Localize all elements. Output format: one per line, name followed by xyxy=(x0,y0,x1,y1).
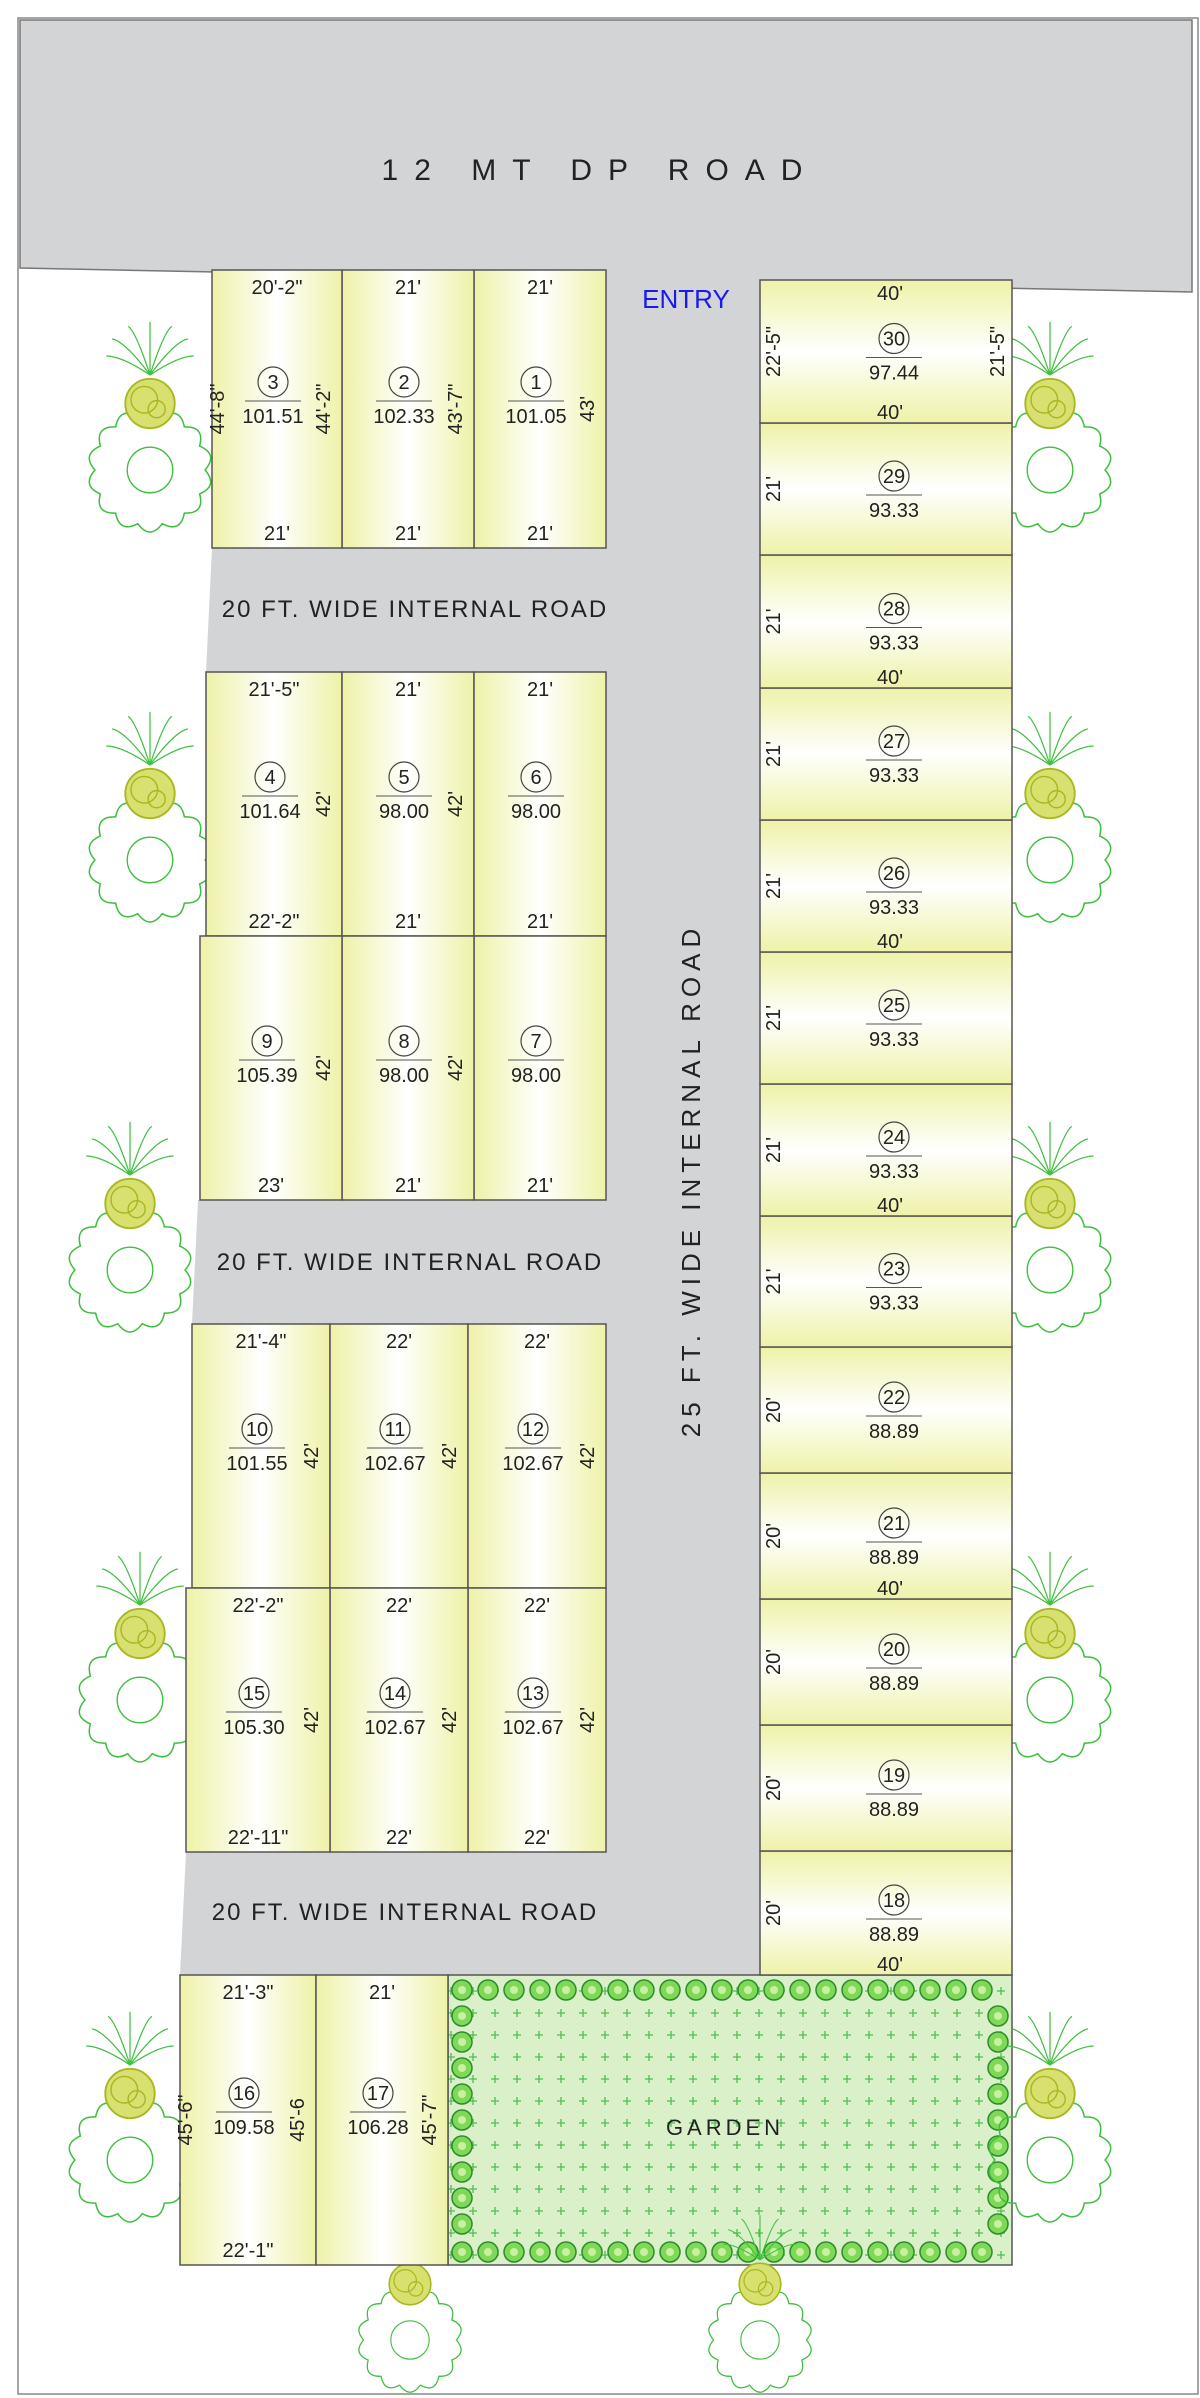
plot-area: 102.67 xyxy=(364,1453,426,1475)
plot-number: 2 xyxy=(398,372,410,394)
plot-side-dimension: 43' xyxy=(577,395,599,423)
hedge-shrub-icon xyxy=(452,2242,472,2262)
plot-3[interactable] xyxy=(207,270,342,548)
hedge-shrub-icon xyxy=(478,2242,498,2262)
hedge-shrub-icon xyxy=(504,2242,524,2262)
hedge-shrub-icon xyxy=(660,1980,680,2000)
plot-bottom-dimension: 40' xyxy=(876,667,904,689)
plot-area: 93.33 xyxy=(868,632,920,655)
plot-number: 6 xyxy=(530,767,542,789)
plot-side-dimension: 21' xyxy=(763,1268,785,1295)
hedge-shrub-icon xyxy=(816,1980,836,2000)
plot-bottom-dimension: 23' xyxy=(257,1175,285,1197)
plot-side-dimension: 42' xyxy=(577,1706,599,1734)
internal-road-label-vertical: 25 FT. WIDE INTERNAL ROAD xyxy=(676,922,706,1438)
hedge-shrub-icon xyxy=(842,2242,862,2262)
plot-top-dimension: 22'-2" xyxy=(232,1595,284,1617)
hedge-shrub-icon xyxy=(988,2006,1008,2026)
plot-number: 19 xyxy=(882,1765,906,1787)
hedge-shrub-icon xyxy=(868,1980,888,2000)
plot-area: 101.64 xyxy=(239,801,301,823)
plot-top-dimension: 21'-4" xyxy=(235,1331,287,1353)
plot-area: 93.33 xyxy=(868,897,920,919)
hedge-shrub-icon xyxy=(972,2242,992,2262)
tree-icon xyxy=(69,1122,190,1332)
plot-area: 105.39 xyxy=(236,1065,298,1087)
plot-number: 20 xyxy=(882,1639,906,1661)
tree-icon xyxy=(69,2012,190,2222)
plot-area: 88.89 xyxy=(868,1799,920,1821)
plot-21[interactable] xyxy=(760,1473,1012,1600)
plot-7[interactable] xyxy=(474,936,606,1200)
plot-number: 27 xyxy=(882,731,906,753)
plot-number: 29 xyxy=(882,466,906,488)
hedge-shrub-icon xyxy=(946,2242,966,2262)
plot-bottom-dimension: 21' xyxy=(526,523,554,545)
hedge-shrub-icon xyxy=(790,2242,810,2262)
plot-side-dimension: 42' xyxy=(313,790,335,818)
hedge-shrub-icon xyxy=(920,1980,940,2000)
plot-area: 101.51 xyxy=(242,406,304,428)
hedge-shrub-icon xyxy=(452,2188,472,2208)
tree-icon xyxy=(89,712,210,922)
plot-bottom-dimension: 21' xyxy=(526,911,554,933)
internal-road-label-bottom: 20 FT. WIDE INTERNAL ROAD xyxy=(211,1899,599,1926)
plot-top-dimension: 21' xyxy=(394,277,422,299)
plot-number: 13 xyxy=(521,1683,545,1705)
plot-area: 102.67 xyxy=(364,1717,426,1739)
plot-17[interactable] xyxy=(316,1975,448,2265)
hedge-shrub-icon xyxy=(868,2242,888,2262)
plot-side-dimension: 21' xyxy=(763,872,785,900)
plot-bottom-dimension: 22' xyxy=(385,1827,413,1849)
hedge-shrub-icon xyxy=(504,1980,524,2000)
plot-number: 26 xyxy=(882,863,906,885)
plot-side-dimension-2: 45'-6" xyxy=(175,2094,197,2146)
plot-area: 88.89 xyxy=(868,1673,920,1695)
hedge-shrub-icon xyxy=(920,2242,940,2262)
hedge-shrub-icon xyxy=(452,2058,472,2078)
tree-icon xyxy=(79,1552,200,1762)
plot-13[interactable] xyxy=(468,1588,606,1852)
hedge-shrub-icon xyxy=(530,2242,550,2262)
plot-area: 97.44 xyxy=(868,362,920,385)
plot-area: 105.30 xyxy=(223,1717,285,1739)
internal-road-label-middle: 20 FT. WIDE INTERNAL ROAD xyxy=(216,1249,604,1276)
plot-side-dimension: 42' xyxy=(439,1442,461,1470)
plot-side-dimension: 42' xyxy=(577,1442,599,1470)
plot-22[interactable] xyxy=(760,1347,1012,1473)
plot-6[interactable] xyxy=(474,672,606,936)
entry-label: ENTRY xyxy=(642,284,730,314)
plot-number: 8 xyxy=(398,1031,410,1053)
hedge-shrub-icon xyxy=(452,2136,472,2156)
plot-23[interactable] xyxy=(760,1216,1012,1347)
plot-bottom-dimension: 21' xyxy=(263,523,291,545)
hedge-shrub-icon xyxy=(738,1980,758,2000)
hedge-shrub-icon xyxy=(988,2188,1008,2208)
plot-side-dimension: 42' xyxy=(445,790,467,818)
plot-bottom-dimension: 40' xyxy=(876,1578,904,1600)
plot-bottom-dimension: 21' xyxy=(394,911,422,933)
hedge-shrub-icon xyxy=(452,2032,472,2052)
hedge-shrub-icon xyxy=(764,1980,784,2000)
hedge-shrub-icon xyxy=(452,2214,472,2234)
hedge-shrub-icon xyxy=(556,1980,576,2000)
hedge-shrub-icon xyxy=(608,2242,628,2262)
hedge-shrub-icon xyxy=(634,2242,654,2262)
hedge-shrub-icon xyxy=(478,1980,498,2000)
plot-10[interactable] xyxy=(192,1324,330,1588)
plot-28[interactable] xyxy=(760,555,1012,689)
plot-side-dimension: 42' xyxy=(313,1054,335,1082)
plot-side-dimension: 45'-7" xyxy=(419,2094,441,2146)
main-road-label: 12 MT DP ROAD xyxy=(381,154,819,187)
plot-bottom-dimension: 21' xyxy=(526,1175,554,1197)
hedge-shrub-icon xyxy=(816,2242,836,2262)
plot-area: 102.67 xyxy=(502,1717,564,1739)
plot-9[interactable] xyxy=(200,936,342,1200)
plot-top-dimension: 22' xyxy=(523,1331,551,1353)
plot-side-dimension: 21' xyxy=(763,1004,785,1032)
plot-number: 15 xyxy=(242,1683,266,1705)
hedge-shrub-icon xyxy=(634,1980,654,2000)
plot-bottom-dimension: 22' xyxy=(523,1827,551,1849)
plot-16[interactable] xyxy=(175,1975,316,2265)
plot-number: 4 xyxy=(264,767,276,789)
plot-side-dimension: 21' xyxy=(763,608,785,635)
hedge-shrub-icon xyxy=(946,1980,966,2000)
plot-side-dimension: 22'-5" xyxy=(763,326,785,377)
hedge-shrub-icon xyxy=(972,1980,992,2000)
plot-number: 18 xyxy=(882,1890,906,1912)
plot-26[interactable] xyxy=(760,820,1012,953)
hedge-shrub-icon xyxy=(608,1980,628,2000)
plot-30[interactable] xyxy=(760,280,1012,424)
plot-number: 16 xyxy=(232,2083,256,2105)
plot-side-dimension: 45'-6 xyxy=(287,2098,309,2142)
plot-area: 93.33 xyxy=(868,500,920,522)
plot-11[interactable] xyxy=(330,1324,468,1588)
plot-area: 88.89 xyxy=(868,1547,920,1569)
plot-side-dimension: 20' xyxy=(763,1774,785,1802)
plot-24[interactable] xyxy=(760,1084,1012,1217)
plot-bottom-dimension: 21' xyxy=(394,523,422,545)
hedge-shrub-icon xyxy=(660,2242,680,2262)
plot-number: 14 xyxy=(383,1683,407,1705)
plot-side-dimension: 42' xyxy=(445,1054,467,1082)
plot-bottom-dimension: 40' xyxy=(876,402,904,424)
hedge-shrub-icon xyxy=(452,2162,472,2182)
plot-side-dimension: 42' xyxy=(301,1442,323,1470)
plot-top-dimension: 20'-2" xyxy=(251,277,303,299)
plot-27[interactable] xyxy=(760,688,1012,820)
plot-number: 5 xyxy=(398,767,410,789)
plot-bottom-dimension: 21' xyxy=(394,1175,422,1197)
plot-number: 3 xyxy=(267,372,279,394)
tree-icon xyxy=(89,322,210,532)
hedge-shrub-icon xyxy=(452,2084,472,2104)
plot-area: 102.33 xyxy=(373,406,435,428)
hedge-shrub-icon xyxy=(712,1980,732,2000)
plot-8[interactable] xyxy=(342,936,474,1200)
hedge-shrub-icon xyxy=(452,2006,472,2026)
plot-side-dimension-2: 44'-8" xyxy=(207,383,229,435)
plot-bottom-dimension: 22'-11" xyxy=(227,1827,289,1849)
hedge-shrub-icon xyxy=(790,1980,810,2000)
plot-bottom-dimension: 40' xyxy=(876,1954,904,1976)
plot-side-dimension: 20' xyxy=(763,1522,785,1550)
plot-area: 101.05 xyxy=(505,406,567,428)
plot-number: 7 xyxy=(530,1031,542,1053)
plot-side-dimension-2: 21'-5" xyxy=(987,326,1009,377)
plot-top-dimension: 21'-5" xyxy=(248,679,300,701)
plot-bottom-dimension: 22'-1" xyxy=(222,2240,274,2262)
plot-bottom-dimension: 22'-2" xyxy=(248,911,300,933)
plot-top-dimension: 21' xyxy=(394,679,422,701)
plot-top-dimension: 40' xyxy=(876,283,904,305)
plot-5[interactable] xyxy=(342,672,474,936)
plot-top-dimension: 21' xyxy=(526,679,554,701)
plot-area: 106.28 xyxy=(347,2117,409,2139)
hedge-shrub-icon xyxy=(988,2058,1008,2078)
plot-bottom-dimension: 40' xyxy=(876,1195,904,1217)
plot-area: 102.67 xyxy=(502,1453,564,1475)
plot-area: 109.58 xyxy=(213,2117,275,2139)
plot-2[interactable] xyxy=(342,270,474,548)
plot-top-dimension: 22' xyxy=(385,1595,413,1617)
plot-number: 24 xyxy=(882,1127,906,1149)
plot-number: 21 xyxy=(882,1513,906,1535)
plot-25[interactable] xyxy=(760,952,1012,1084)
hedge-shrub-icon xyxy=(894,2242,914,2262)
plot-number: 11 xyxy=(384,1419,406,1441)
plot-number: 10 xyxy=(245,1419,269,1441)
garden-label: GARDEN xyxy=(665,2115,785,2140)
plot-area: 93.33 xyxy=(868,1292,920,1315)
plot-area: 98.00 xyxy=(510,801,562,823)
plot-top-dimension: 22' xyxy=(385,1331,413,1353)
plot-top-dimension: 21' xyxy=(526,277,554,299)
plot-side-dimension: 44'-2" xyxy=(313,383,335,435)
plot-number: 30 xyxy=(882,328,906,351)
hedge-shrub-icon xyxy=(452,2110,472,2130)
plot-top-dimension: 21'-3" xyxy=(222,1982,274,2004)
plot-area: 98.00 xyxy=(510,1065,562,1087)
hedge-shrub-icon xyxy=(686,2242,706,2262)
plot-side-dimension: 21' xyxy=(763,740,785,768)
hedge-shrub-icon xyxy=(452,1980,472,2000)
hedge-shrub-icon xyxy=(556,2242,576,2262)
plot-area: 93.33 xyxy=(868,765,920,787)
plot-side-dimension: 42' xyxy=(439,1706,461,1734)
plot-number: 22 xyxy=(882,1387,906,1409)
plot-number: 17 xyxy=(366,2083,390,2105)
hedge-shrub-icon xyxy=(530,1980,550,2000)
hedge-shrub-icon xyxy=(582,1980,602,2000)
plot-19[interactable] xyxy=(760,1725,1012,1851)
plot-29[interactable] xyxy=(760,423,1012,555)
plot-area: 88.89 xyxy=(868,1421,920,1443)
plot-12[interactable] xyxy=(468,1324,606,1588)
plot-number: 12 xyxy=(521,1419,545,1441)
internal-road-label-top: 20 FT. WIDE INTERNAL ROAD xyxy=(221,596,609,623)
plot-side-dimension: 20' xyxy=(763,1648,785,1676)
plot-15[interactable] xyxy=(186,1588,330,1852)
plot-bottom-dimension: 40' xyxy=(876,931,904,953)
hedge-shrub-icon xyxy=(988,2084,1008,2104)
plot-number: 1 xyxy=(530,372,542,394)
plot-number: 23 xyxy=(882,1258,906,1281)
plot-number: 28 xyxy=(882,598,906,621)
plot-4[interactable] xyxy=(206,672,342,936)
plot-top-dimension: 22' xyxy=(523,1595,551,1617)
plot-20[interactable] xyxy=(760,1599,1012,1725)
plot-side-dimension: 43'-7" xyxy=(445,383,467,435)
hedge-shrub-icon xyxy=(988,2032,1008,2052)
plot-1[interactable] xyxy=(474,270,606,548)
plot-14[interactable] xyxy=(330,1588,468,1852)
hedge-shrub-icon xyxy=(988,2214,1008,2234)
plot-area: 101.55 xyxy=(226,1453,288,1475)
hedge-shrub-icon xyxy=(686,1980,706,2000)
hedge-shrub-icon xyxy=(988,2110,1008,2130)
hedge-shrub-icon xyxy=(842,1980,862,2000)
plot-18[interactable] xyxy=(760,1851,1012,1976)
plot-area: 93.33 xyxy=(868,1029,920,1051)
plot-area: 93.33 xyxy=(868,1161,920,1183)
hedge-shrub-icon xyxy=(894,1980,914,2000)
hedge-shrub-icon xyxy=(582,2242,602,2262)
plot-top-dimension: 21' xyxy=(368,1982,396,2004)
plot-area: 88.89 xyxy=(868,1924,920,1946)
plot-number: 9 xyxy=(261,1031,273,1053)
plot-area: 98.00 xyxy=(378,1065,430,1087)
plot-number: 25 xyxy=(882,995,906,1017)
plot-side-dimension: 20' xyxy=(763,1899,785,1927)
plot-side-dimension: 21' xyxy=(763,1136,785,1164)
plot-side-dimension: 20' xyxy=(763,1396,785,1424)
plot-side-dimension: 42' xyxy=(301,1706,323,1734)
plot-area: 98.00 xyxy=(378,801,430,823)
plot-side-dimension: 21' xyxy=(763,475,785,503)
